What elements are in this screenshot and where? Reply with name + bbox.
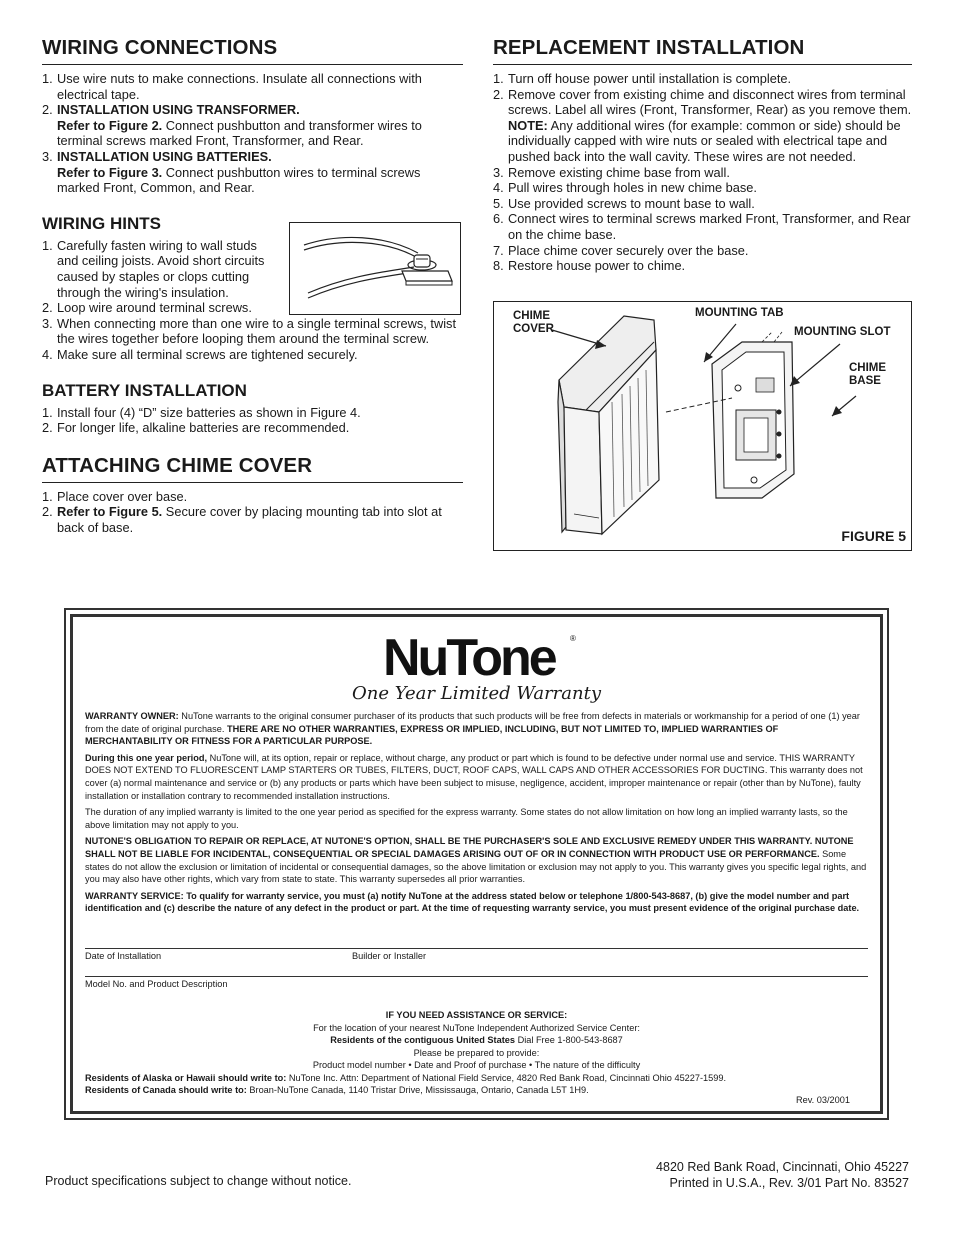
step-heading: INSTALLATION USING TRANSFORMER.	[57, 102, 300, 118]
address-text: Broan-NuTone Canada, 1140 Tristar Drive, Mississauga, Ontario, Canada L5T 1H9.	[246, 1085, 589, 1095]
paragraph-text: NuTone will, at its option, repair or replace, without charge, any product or part which is found to be defective under normal use and service. THIS WARRANTY DOES NOT EXTEND TO FLUORESCENT LAMP STARTERS OR TUBES, FILTERS, DUCT, ROOF CAPS, WALL CAPS AND OTHER ACCESSORIES FOR DUCTING. This warranty does not cover (a) normal maintenance and service or (b) any products or parts which have been subject to misuse, negligence, accident, improper maintenance or repair (other than by NuTone), faulty installation or installation contrary to recommended installation instructions.	[85, 752, 863, 801]
residents-label: Residents of Canada should write to:	[85, 1085, 247, 1095]
footer-address-block	[656, 1159, 909, 1191]
list-item	[42, 71, 463, 102]
step-text: Restore house power to chime.	[508, 258, 686, 274]
phone-text: Dial Free 1-800-543-8687	[515, 1035, 623, 1045]
step-number: 3.	[42, 148, 53, 164]
step-text: Remove cover from existing chime and disconnect wires from terminal screws. Label all wires (Front, Transformer, Rear) as you remove them.	[508, 86, 912, 118]
implied-warranty-paragraph: The duration of any implied warranty is limited to the one year period as specified for the express warranty. Some states do not allow limitation on how long an implied warranty lasts, so the above limitation may not apply to you.	[85, 807, 848, 830]
chime-base-label	[849, 362, 886, 388]
required-items-line: Product model number • Date and Proof of purchase • The nature of the difficulty	[312, 1060, 641, 1070]
canada-line	[85, 1084, 868, 1097]
wiring-hints-heading: WIRING HINTS	[42, 213, 161, 233]
label-line: COVER	[513, 323, 554, 335]
step-text: For longer life, alkaline batteries are recommended.	[57, 420, 350, 436]
warranty-inner-frame	[70, 614, 883, 1114]
attaching-chime-cover-heading: ATTACHING CHIME COVER	[42, 454, 463, 483]
model-field-row	[85, 976, 868, 989]
note-label: NOTE:	[508, 117, 548, 133]
step-text: Place cover over base.	[57, 488, 188, 504]
step-number: 2.	[493, 86, 504, 102]
revision-date: Rev. 03/2001	[796, 1095, 850, 1105]
figure-5	[493, 301, 912, 551]
list-item	[493, 180, 912, 196]
paragraph-text: Some states do not allow the exclusion or limitation of incidental or consequential damages, so the above limitation or exclusion may not apply to you. This warranty gives you specific legal rights, and you may also have other rights, which vary from state to state. This warranty supersedes all prior warranties.	[85, 848, 867, 885]
list-item	[493, 71, 912, 87]
specifications-notice: Product specifications subject to change without notice.	[45, 1174, 352, 1188]
warranty-body	[85, 710, 868, 919]
right-column	[493, 36, 912, 544]
step-text: Connect pushbutton and transformer wires to terminal screws marked Front, Transformer, and Rear.	[57, 117, 422, 149]
step-text: Secure cover by placing mounting tab into slot at back of base.	[57, 504, 442, 535]
list-item	[493, 243, 912, 259]
step-text: Carefully fasten wiring to wall studs and ceiling joists. Avoid short circuits caused by staples or clops cutting through the wiring's insulation.	[57, 237, 265, 300]
mounting-tab-label: MOUNTING TAB	[695, 307, 784, 319]
step-number: 2.	[42, 102, 53, 118]
step-number: 1.	[42, 488, 53, 504]
step-number: 4.	[493, 180, 504, 196]
figure-5-caption: FIGURE 5	[841, 528, 906, 544]
brand-logo-text: NuTone	[383, 631, 555, 683]
step-number: 3.	[493, 164, 504, 180]
replacement-steps	[493, 71, 912, 274]
alaska-hawaii-line	[85, 1072, 868, 1085]
step-text: Remove existing chime base from wall.	[508, 164, 730, 180]
list-item	[42, 149, 463, 196]
list-item	[42, 405, 463, 421]
list-item	[493, 165, 912, 181]
step-number: 2.	[42, 504, 53, 520]
battery-installation-heading: BATTERY INSTALLATION	[42, 380, 247, 400]
paragraph-text: NuTone warrants to the original consumer purchaser of its products that such products will be free from defects in materials or workmanship for a period of one (1) year from the date of original purchase.	[85, 711, 860, 734]
warranty-box	[64, 608, 889, 1120]
step-text: When connecting more than one wire to a single terminal screws, twist the wires together before looping them around the terminal screw.	[57, 315, 457, 347]
cover-steps	[42, 489, 463, 536]
list-item	[42, 238, 272, 300]
note-text: Any additional wires (for example: common or side) should be individually capped with wire nuts or sealed with electrical tape and pushed back into the wall cavity. These wires are not needed.	[508, 117, 901, 164]
company-address: 4820 Red Bank Road, Cincinnati, Ohio 45227	[656, 1160, 909, 1174]
figure-reference: Refer to Figure 2.	[57, 117, 163, 133]
date-of-installation-field-label: Date of Installation	[85, 951, 162, 961]
step-text: Use wire nuts to make connections. Insulate all connections with electrical tape.	[57, 71, 422, 102]
installation-fields-row	[85, 948, 868, 961]
list-item	[493, 211, 912, 242]
battery-steps	[42, 405, 463, 436]
step-number: 8.	[493, 258, 504, 274]
list-item	[42, 102, 463, 149]
model-description-field-label: Model No. and Product Description	[85, 979, 228, 989]
step-number: 6.	[493, 211, 504, 227]
step-number: 1.	[493, 71, 504, 86]
step-text: Connect wires to terminal screws marked Front, Transformer, and Rear on the chime base.	[508, 211, 911, 242]
chime-cover-label	[513, 310, 554, 336]
residents-label: Residents of Alaska or Hawaii should write to:	[85, 1072, 287, 1083]
step-text: Use provided screws to mount base to wall.	[508, 195, 755, 211]
warranty-period-paragraph	[85, 752, 868, 802]
step-number: 1.	[42, 404, 53, 420]
assistance-title: IF YOU NEED ASSISTANCE OR SERVICE:	[385, 1010, 568, 1020]
step-text: Turn off house power until installation is complete.	[508, 71, 792, 86]
step-text: Loop wire around terminal screws.	[57, 300, 252, 316]
step-number: 3.	[42, 315, 53, 331]
step-number: 2.	[42, 300, 53, 316]
figure-reference: Refer to Figure 5.	[57, 504, 163, 520]
label-line: CHIME	[513, 310, 551, 322]
step-text: Install four (4) “D” size batteries as shown in Figure 4.	[57, 404, 361, 420]
step-number: 1.	[42, 237, 53, 253]
figure-reference: Refer to Figure 3.	[57, 164, 163, 180]
paragraph-label: During this one year period,	[85, 752, 208, 763]
step-number: 1.	[42, 71, 53, 86]
step-text: Place chime cover securely over the base.	[508, 242, 749, 258]
step-text: Pull wires through holes in new chime base.	[508, 180, 757, 196]
step-text: Make sure all terminal screws are tightened securely.	[57, 346, 358, 362]
list-item	[42, 316, 463, 347]
step-number: 5.	[493, 195, 504, 211]
list-item	[42, 420, 463, 436]
list-item	[42, 504, 463, 535]
address-text: NuTone Inc. Attn: Department of National Field Service, 4820 Red Bank Road, Cincinnati Ohio 45227-1599.	[286, 1072, 727, 1083]
list-item	[493, 87, 912, 165]
list-item	[493, 196, 912, 212]
mounting-slot-label: MOUNTING SLOT	[794, 326, 891, 338]
paragraph-label: WARRANTY OWNER:	[85, 711, 179, 721]
warranty-title: One Year Limited Warranty	[351, 683, 602, 704]
prepare-line: Please be prepared to provide:	[413, 1047, 540, 1058]
label-line: CHIME	[849, 362, 887, 374]
label-line: BASE	[849, 375, 881, 387]
step-text: Connect pushbutton wires to terminal screws marked Front, Common, and Rear.	[57, 164, 421, 196]
print-info: Printed in U.S.A., Rev. 3/01 Part No. 83527	[669, 1176, 909, 1190]
wire-loop-illustration	[289, 222, 461, 315]
step-number: 7.	[493, 242, 504, 258]
list-item	[42, 347, 463, 363]
residents-label: Residents of the contiguous United States	[330, 1035, 516, 1045]
chime-assembly-illustration	[494, 302, 911, 550]
warranty-owner-paragraph	[85, 710, 868, 748]
assistance-line: For the location of your nearest NuTone Independent Authorized Service Center:	[313, 1022, 640, 1033]
nutone-logo	[383, 631, 579, 683]
wiring-steps	[42, 71, 463, 196]
list-item	[42, 489, 463, 505]
replacement-installation-heading: REPLACEMENT INSTALLATION	[493, 36, 912, 65]
assistance-section	[85, 1009, 868, 1097]
left-column	[42, 36, 463, 535]
step-heading: INSTALLATION USING BATTERIES.	[57, 148, 272, 164]
step-number: 4.	[42, 346, 53, 362]
warranty-service-paragraph: WARRANTY SERVICE: To qualify for warranty service, you must (a) notify NuTone at the address stated below or telephone 1/800-543-8687, (b) give the model number and part identification and (c) describe the nature of any defect in the product or part. At the time of requesting warranty service, you must present evidence of the original purchase date.	[85, 890, 860, 914]
paragraph-bold-text: THERE ARE NO OTHER WARRANTIES, EXPRESS OR IMPLIED, INCLUDING, BUT NOT LIMITED TO, IMPLIED WARRANTIES OF MERCHANTABILITY OR FITNESS FOR A PARTICULAR PURPOSE.	[85, 723, 779, 747]
list-item	[493, 258, 912, 274]
contiguous-us-line	[85, 1034, 868, 1047]
step-number: 2.	[42, 420, 53, 436]
paragraph-bold-text: NUTONE'S OBLIGATION TO REPAIR OR REPLACE, AT NUTONE'S OPTION, SHALL BE THE PURCHASER'S SOLE AND EXCLUSIVE REMEDY UNDER THIS WARRANTY. NUTONE SHALL NOT BE LIABLE FOR INCIDENTAL, CONSEQUENTIAL OR SPECIAL DAMAGES ARISING OUT OF OR IN CONNECTION WITH PRODUCT USE OR PERFORMANCE.	[85, 836, 854, 859]
builder-installer-field-label: Builder or Installer	[352, 951, 427, 961]
obligation-paragraph	[85, 835, 868, 885]
wiring-connections-heading: WIRING CONNECTIONS	[42, 36, 463, 65]
svg-text:®: ®	[570, 634, 576, 643]
